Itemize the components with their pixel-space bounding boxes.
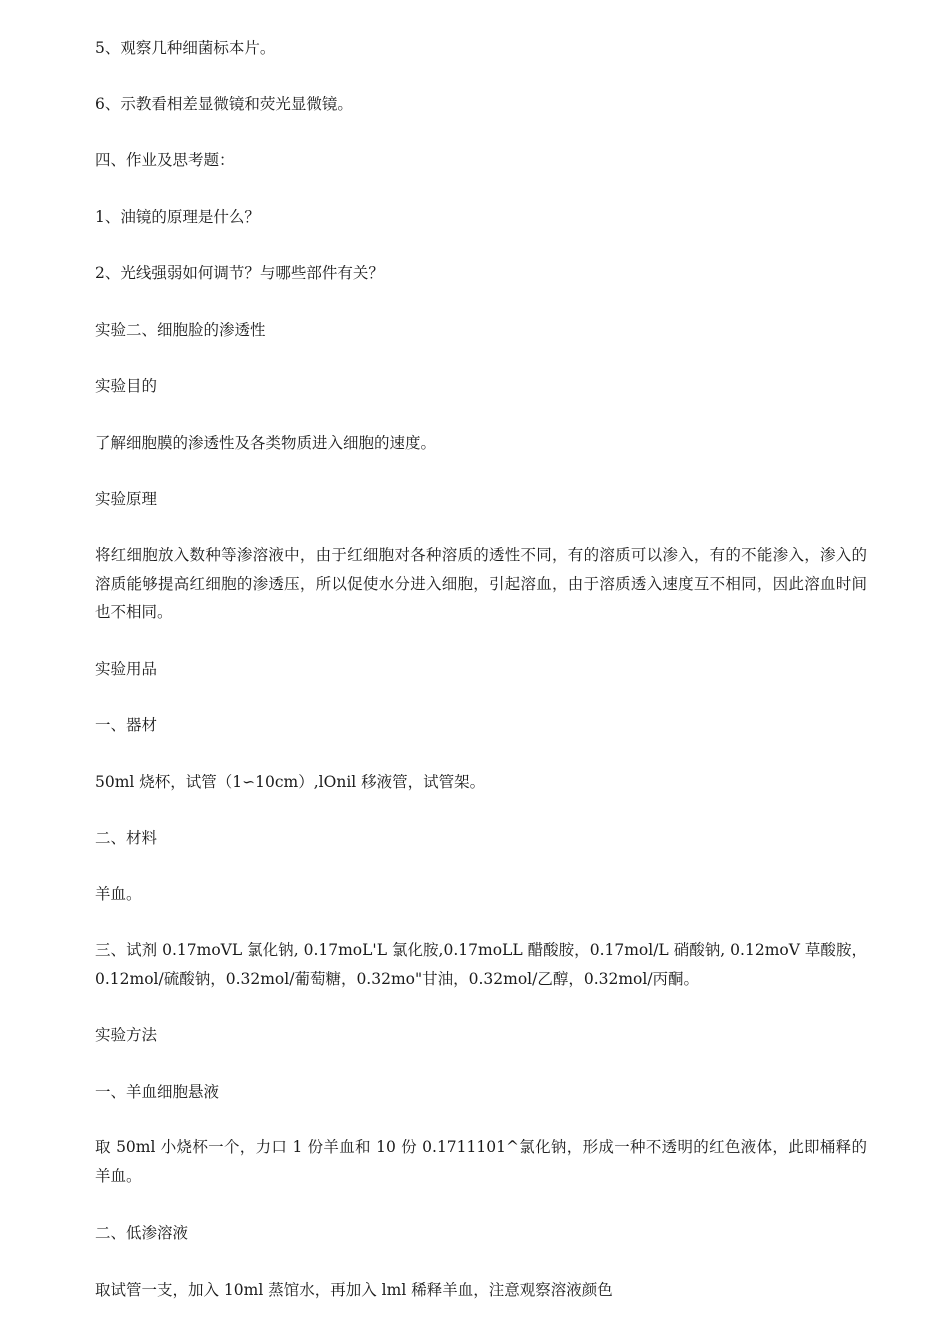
method-1-heading: 一、羊血细胞悬液 bbox=[95, 1083, 220, 1101]
section-heading-homework: 四、作业及思考题： bbox=[95, 151, 235, 169]
experiment-2-title: 实验二、细胞脸的渗透性 bbox=[95, 321, 266, 339]
reagents-text: 三、试剂 0.17moVL 氯化钠, 0.17moL'L 氯化胺,0.17moLL 醋酸胺，0.17mol/L 硝酸钠, 0.12moV 草酸胺，0.12mol/硫酸钠，0.32mol/葡萄糖，0.32mo"甘油，0.32mol/乙醇，0.32mol/丙酮。 bbox=[95, 941, 867, 988]
method-2-heading: 二、低渗溶液 bbox=[95, 1224, 189, 1242]
method-2-text: 取试管一支，加入 10ml 蒸馆水，再加入 lml 稀释羊血，注意观察溶液颜色 bbox=[95, 1281, 613, 1299]
heading-principle: 实验原理 bbox=[95, 490, 158, 508]
heading-method: 实验方法 bbox=[95, 1026, 158, 1044]
step-6-text: 6、示教看相差显微镜和荧光显微镜。 bbox=[95, 95, 353, 113]
step-5-text: 5、观察几种细菌标本片。 bbox=[95, 39, 276, 57]
heading-equipment: 一、器材 bbox=[95, 716, 158, 734]
purpose-text: 了解细胞膜的渗透性及各类物质进入细胞的速度。 bbox=[95, 434, 437, 452]
method-1-text: 取 50ml 小烧杯一个，力口 1 份羊血和 10 份 0.1711101^氯化钠，形成一种不透明的红色液体，此即桶释的羊血。 bbox=[95, 1138, 867, 1185]
heading-material: 二、材料 bbox=[95, 829, 158, 847]
heading-purpose: 实验目的 bbox=[95, 377, 158, 395]
equipment-text: 50ml 烧杯，试管（1∽10cm）,lOnil 移液管，试管架。 bbox=[95, 773, 486, 791]
material-text: 羊血。 bbox=[95, 885, 142, 903]
principle-text: 将红细胞放入数种等渗溶液中，由于红细胞对各种溶质的透性不同，有的溶质可以渗入，有的不能渗入，渗入的溶质能够提高红细胞的渗透压，所以促使水分进入细胞，引起溶血，由于溶质透入速度互不相同，因此溶血时间也不相同。 bbox=[95, 546, 867, 621]
heading-materials: 实验用品 bbox=[95, 660, 158, 678]
question-1-text: 1、油镜的原理是什么？ bbox=[95, 208, 260, 226]
question-2-text: 2、光线强弱如何调节？与哪些部件有关？ bbox=[95, 264, 384, 282]
